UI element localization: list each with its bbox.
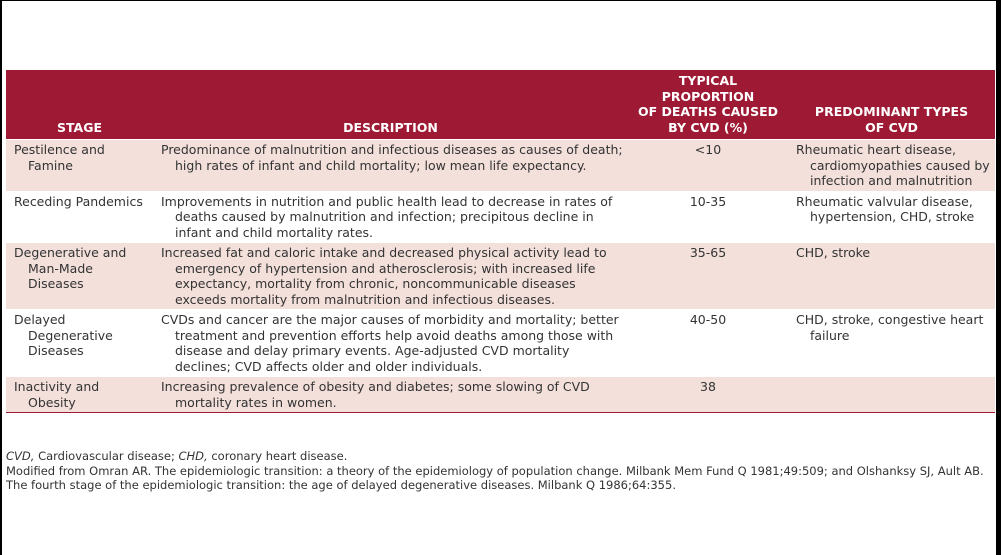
- description-cell: [153, 310, 628, 377]
- description-text: Predominance of malnutrition and infectious diseases as causes of death; high rates of infant and child mortality; low mean life expectancy.: [161, 142, 623, 173]
- proportion-cell: 10-35: [628, 191, 788, 243]
- header-types-line: PREDOMINANT TYPES: [814, 104, 969, 119]
- description-text: CVDs and cancer are the major causes of morbidity and mortality; better treatment and prevention efforts help avoid deaths among those with disease and delay primary events. Age-adjusted CVD mortality declines; CVD affects older and older individuals.: [161, 312, 619, 374]
- types-cell: [788, 191, 995, 243]
- types-text: Rheumatic heart disease, cardiomyopathies caused by infection and malnutrition: [796, 142, 990, 188]
- cvd-transition-table: [6, 70, 995, 413]
- header-proportion-line: BY CVD (%): [668, 119, 748, 135]
- proportion-cell: 38: [628, 377, 788, 413]
- header-row: [6, 70, 995, 140]
- stage-cell: [6, 140, 153, 192]
- types-cell: [788, 310, 995, 377]
- description-text: Increased fat and caloric intake and decreased physical activity lead to emergency of hypertension and atherosclerosis; with increased life expectancy, mortality from chronic, noncommunicable diseases exceeds mortality from malnutrition and infectious diseases.: [161, 245, 607, 307]
- header-proportion-line: TYPICAL PROPORTION: [661, 73, 755, 104]
- stage-cell: [6, 377, 153, 413]
- types-cell: [788, 243, 995, 310]
- table-row: [6, 140, 995, 192]
- types-text: Rheumatic valvular disease, hypertension, CHD, stroke: [796, 193, 975, 224]
- abbreviation-note: [6, 449, 991, 464]
- table-notes: [6, 449, 991, 493]
- stage-cell: [6, 243, 153, 310]
- header-types-line: OF CVD: [865, 119, 918, 135]
- header-stage: STAGE: [56, 119, 103, 135]
- description-cell: [153, 140, 628, 192]
- table-row: [6, 377, 995, 413]
- stage-text: Receding Pandemics: [14, 193, 143, 209]
- description-cell: [153, 377, 628, 413]
- abbreviation: CHD,: [178, 449, 208, 463]
- types-text: CHD, stroke, congestive heart failure: [796, 312, 984, 343]
- types-text: CHD, stroke: [796, 245, 871, 260]
- table-row: [6, 191, 995, 243]
- stage-text: Pestilence and Famine: [14, 142, 105, 173]
- header-proportion: [628, 70, 788, 140]
- stage-text: Inactivity and Obesity: [14, 379, 100, 410]
- proportion-cell: 40-50: [628, 310, 788, 377]
- stage-cell: [6, 310, 153, 377]
- window-frame-right: [996, 0, 1001, 555]
- stage-text: Delayed Degenerative Diseases: [14, 312, 113, 358]
- abbreviation-definition: Cardiovascular disease;: [34, 449, 179, 463]
- proportion-cell: <10: [628, 140, 788, 192]
- table-row: [6, 243, 995, 310]
- types-cell: [788, 140, 995, 192]
- description-cell: [153, 243, 628, 310]
- description-text: Improvements in nutrition and public health lead to decrease in rates of deaths caused by malnutrition and infection; precipitous decline in infant and child mortality rates.: [161, 193, 613, 240]
- header-proportion-line: OF DEATHS CAUSED: [637, 104, 778, 119]
- header-types: [788, 70, 995, 140]
- stage-text: Degenerative and Man-Made Diseases: [14, 245, 127, 291]
- abbreviation: CVD,: [6, 449, 35, 463]
- table: [6, 70, 995, 413]
- abbreviation-definition: coronary heart disease.: [207, 449, 348, 463]
- window-frame-left: [0, 0, 2, 555]
- description-text: Increasing prevalence of obesity and diabetes; some slowing of CVD mortality rates in women.: [161, 379, 590, 410]
- table-row: [6, 310, 995, 377]
- window-frame-top: [0, 0, 1001, 1]
- source-note: Modified from Omran AR. The epidemiologic transition: a theory of the epidemiology of population change. Milbank Mem Fund Q 1981;49:509; and Olshanksy SJ, Ault AB. The fourth stage of the epidemiologic transition: the age of delayed degenerative diseases. Milbank Q 1986;64:355.: [6, 463, 984, 492]
- proportion-cell: 35-65: [628, 243, 788, 310]
- types-cell: [788, 377, 995, 413]
- header-description: DESCRIPTION: [343, 119, 438, 135]
- stage-cell: [6, 191, 153, 243]
- description-cell: [153, 191, 628, 243]
